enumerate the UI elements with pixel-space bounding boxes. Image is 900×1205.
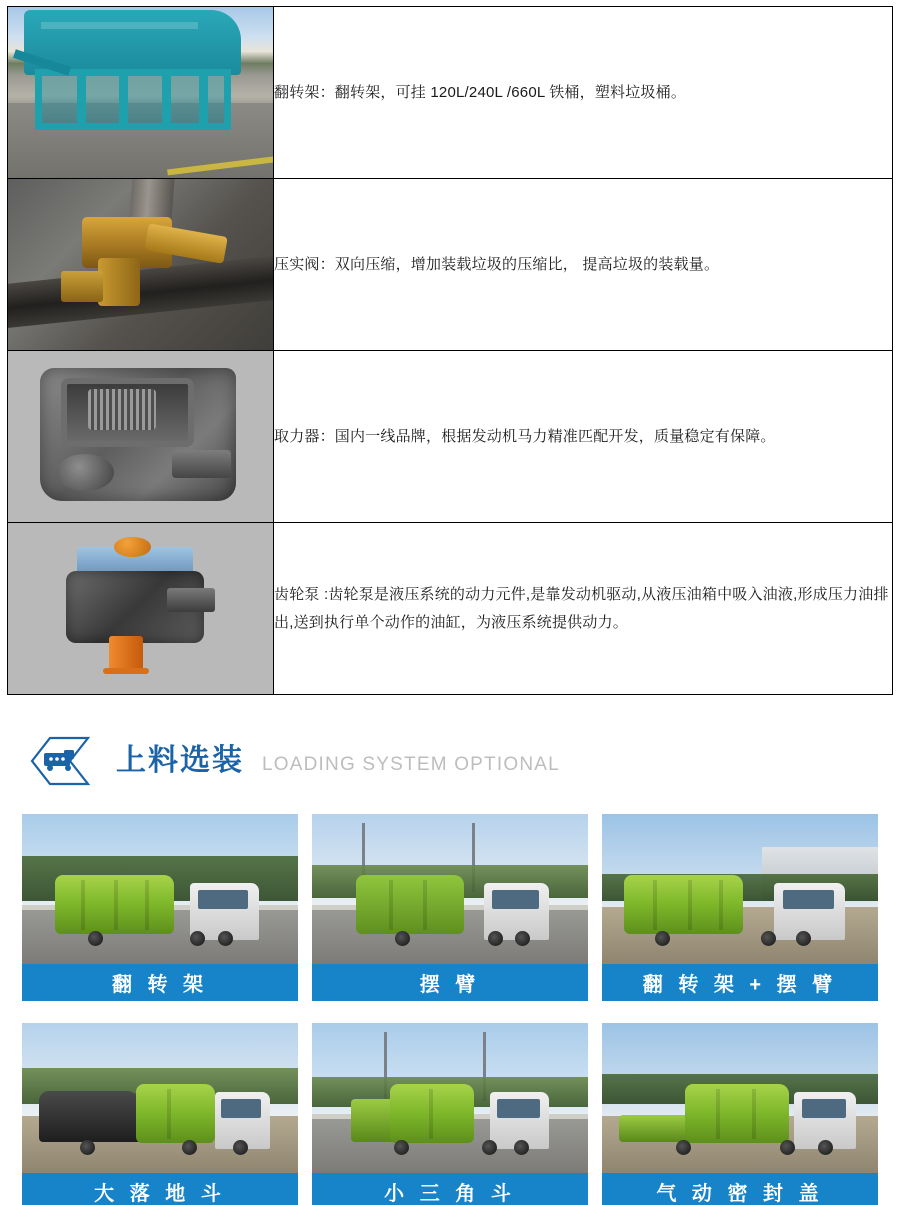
card-caption: 翻 转 架	[22, 964, 298, 1001]
spec-description: 翻转架：翻转架，可挂 120L/240L /660L 铁桶，塑料垃圾桶。	[274, 7, 893, 179]
table-row	[8, 523, 893, 695]
small-triangle-bucket-truck-photo	[312, 1023, 588, 1173]
card-caption: 小 三 角 斗	[312, 1173, 588, 1205]
component-spec-table	[7, 6, 893, 695]
chevron-badge-icon	[30, 734, 102, 788]
pneumatic-sealing-cover-truck-photo	[602, 1023, 878, 1173]
gear-pump-photo	[8, 523, 273, 694]
loading-option-card[interactable]	[312, 814, 588, 1001]
spec-image-cell	[8, 7, 274, 179]
table-row	[8, 351, 893, 523]
loading-option-card[interactable]	[312, 1023, 588, 1205]
spec-description: 压实阀：双向压缩，增加装载垃圾的压缩比， 提高垃圾的装载量。	[274, 179, 893, 351]
card-caption: 摆 臂	[312, 964, 588, 1001]
table-row	[8, 7, 893, 179]
loading-system-section	[0, 700, 900, 1205]
flip-frame-swing-arm-truck-photo	[602, 814, 878, 964]
spec-image-cell	[8, 523, 274, 695]
compaction-valve-photo	[8, 179, 273, 350]
power-take-off-photo	[8, 351, 273, 522]
swing-arm-truck-photo	[312, 814, 588, 964]
flip-frame-photo	[8, 7, 273, 178]
spec-image-cell	[8, 351, 274, 523]
section-header	[30, 734, 560, 788]
loading-options-grid	[22, 814, 878, 1205]
spec-image-cell	[8, 179, 274, 351]
truck-icon	[30, 734, 102, 788]
spec-description: 齿轮泵 :齿轮泵是液压系统的动力元件,是靠发动机驱动,从液压油箱中吸入油液,形成压力油排出,送到执行单个动作的油缸，为液压系统提供动力。	[274, 523, 893, 695]
large-drop-bucket-truck-photo	[22, 1023, 298, 1173]
loading-option-card[interactable]	[602, 814, 878, 1001]
loading-option-card[interactable]	[602, 1023, 878, 1205]
flip-frame-truck-photo	[22, 814, 298, 964]
card-caption: 翻 转 架 + 摆 臂	[602, 964, 878, 1001]
card-caption: 大 落 地 斗	[22, 1173, 298, 1205]
section-title-en: LOADING SYSTEM OPTIONAL	[262, 754, 560, 775]
table-row	[8, 179, 893, 351]
section-title-cn: 上料选装	[116, 744, 244, 777]
card-caption: 气 动 密 封 盖	[602, 1173, 878, 1205]
spec-description: 取力器：国内一线品牌，根据发动机马力精准匹配开发，质量稳定有保障。	[274, 351, 893, 523]
loading-option-card[interactable]	[22, 814, 298, 1001]
loading-option-card[interactable]	[22, 1023, 298, 1205]
